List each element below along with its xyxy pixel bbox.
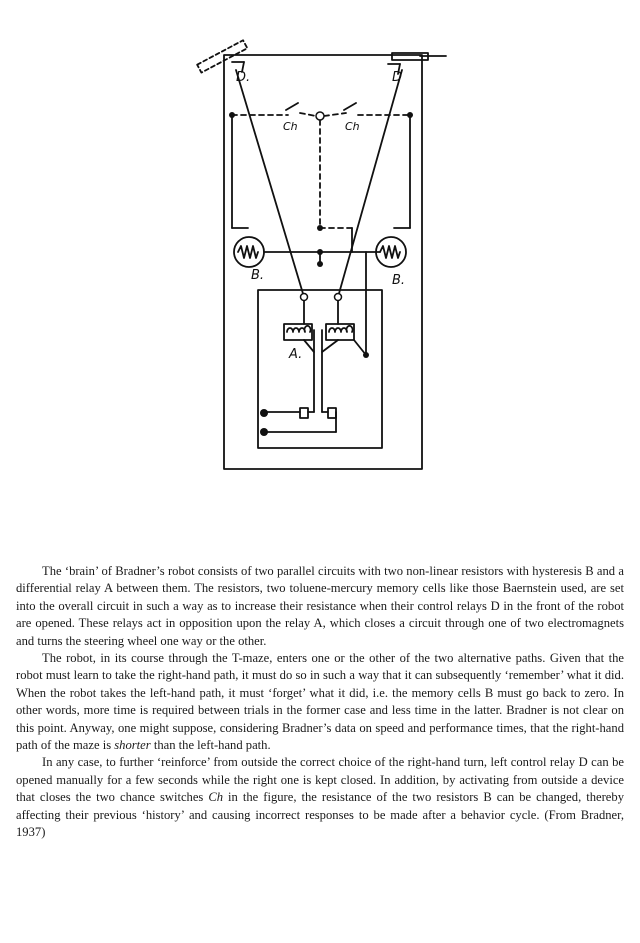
chance-switch-line: [232, 113, 410, 228]
relay-a-housing: [258, 290, 382, 448]
caption-p2-emphasis: shorter: [114, 738, 151, 753]
left-long-wire: [236, 70, 304, 297]
relay-a-output-circuit: [266, 252, 366, 432]
caption-p1-text: The ‘brain’ of Bradner’s robot consists of two parallel circuits with two non-linear resistors with hysteresis B and a differential relay A between them. The resistors, two toluene-mercury memory cells like those Baernstein used, are set into the overall circuit in such a way as to increase their resistance when their control relays D in the front of the robot are opened. These relays act in opposition upon the relay A, which closes a circuit through one of two electromagnets and turns the steering wheel one way or the other.: [16, 564, 624, 648]
left-resistor-b: [234, 237, 264, 267]
caption-p3-text-b: in the figure, the resistance of the two resistors B can be changed, thereby affecting their previous ‘history’ and causing incorrect responses to be made after a behavior cycle. (From Bradner, 1937): [16, 790, 624, 840]
right-resistor-b: [376, 237, 406, 267]
label-relay-d-right: D: [392, 70, 403, 85]
label-chance-switch-right: Ch: [345, 120, 360, 133]
caption-p3-emphasis: Ch: [208, 790, 224, 805]
caption-p3-text-a: In any case, to further ‘reinforce’ from outside the correct choice of the right-hand turn, left control relay D can be opened manually for a few seconds while the right one is kept closed. In addition, by activating from outside a device that closes the two chance switches: [16, 755, 624, 805]
left-relay-d: [197, 40, 247, 72]
right-long-wire: [338, 70, 402, 297]
figure-caption: [16, 563, 624, 842]
relay-a-left-coil: [284, 324, 312, 340]
label-relay-a: A.: [289, 347, 303, 362]
caption-paragraph-1: [16, 563, 624, 650]
label-chance-switch-left: Ch: [283, 120, 298, 133]
label-resistor-b-left: B.: [251, 268, 265, 283]
caption-p2-text-a: The robot, in its course through the T-maze, enters one or the other of the two alternative paths. Given that the robot must learn to take the right-hand path, it must do so in such a way that it can subsequently ‘remember’ what it did. When the robot takes the left-hand path, it must ‘forget’ what it did, i.e. the memory cells B must go back to zero. In other words, more time is required between trials in the former case and less time in the latter. Bradner is not clear on this point. Anyway, one might suppose, considering Bradner’s data on speed and performance times, that the right-hand path of the maze is: [16, 651, 624, 753]
chance-switch-right-blade: [344, 103, 356, 110]
relay-a-right-coil: [326, 324, 354, 340]
relay-a-armature: [304, 330, 338, 412]
label-resistor-b-right: B.: [392, 273, 406, 288]
label-relay-d-left: D.: [236, 70, 251, 85]
chance-switch-left-blade: [286, 103, 298, 110]
caption-p2-text-b: than the left-hand path.: [150, 738, 271, 753]
caption-paragraph-3: [16, 754, 624, 841]
caption-paragraph-2: [16, 650, 624, 754]
